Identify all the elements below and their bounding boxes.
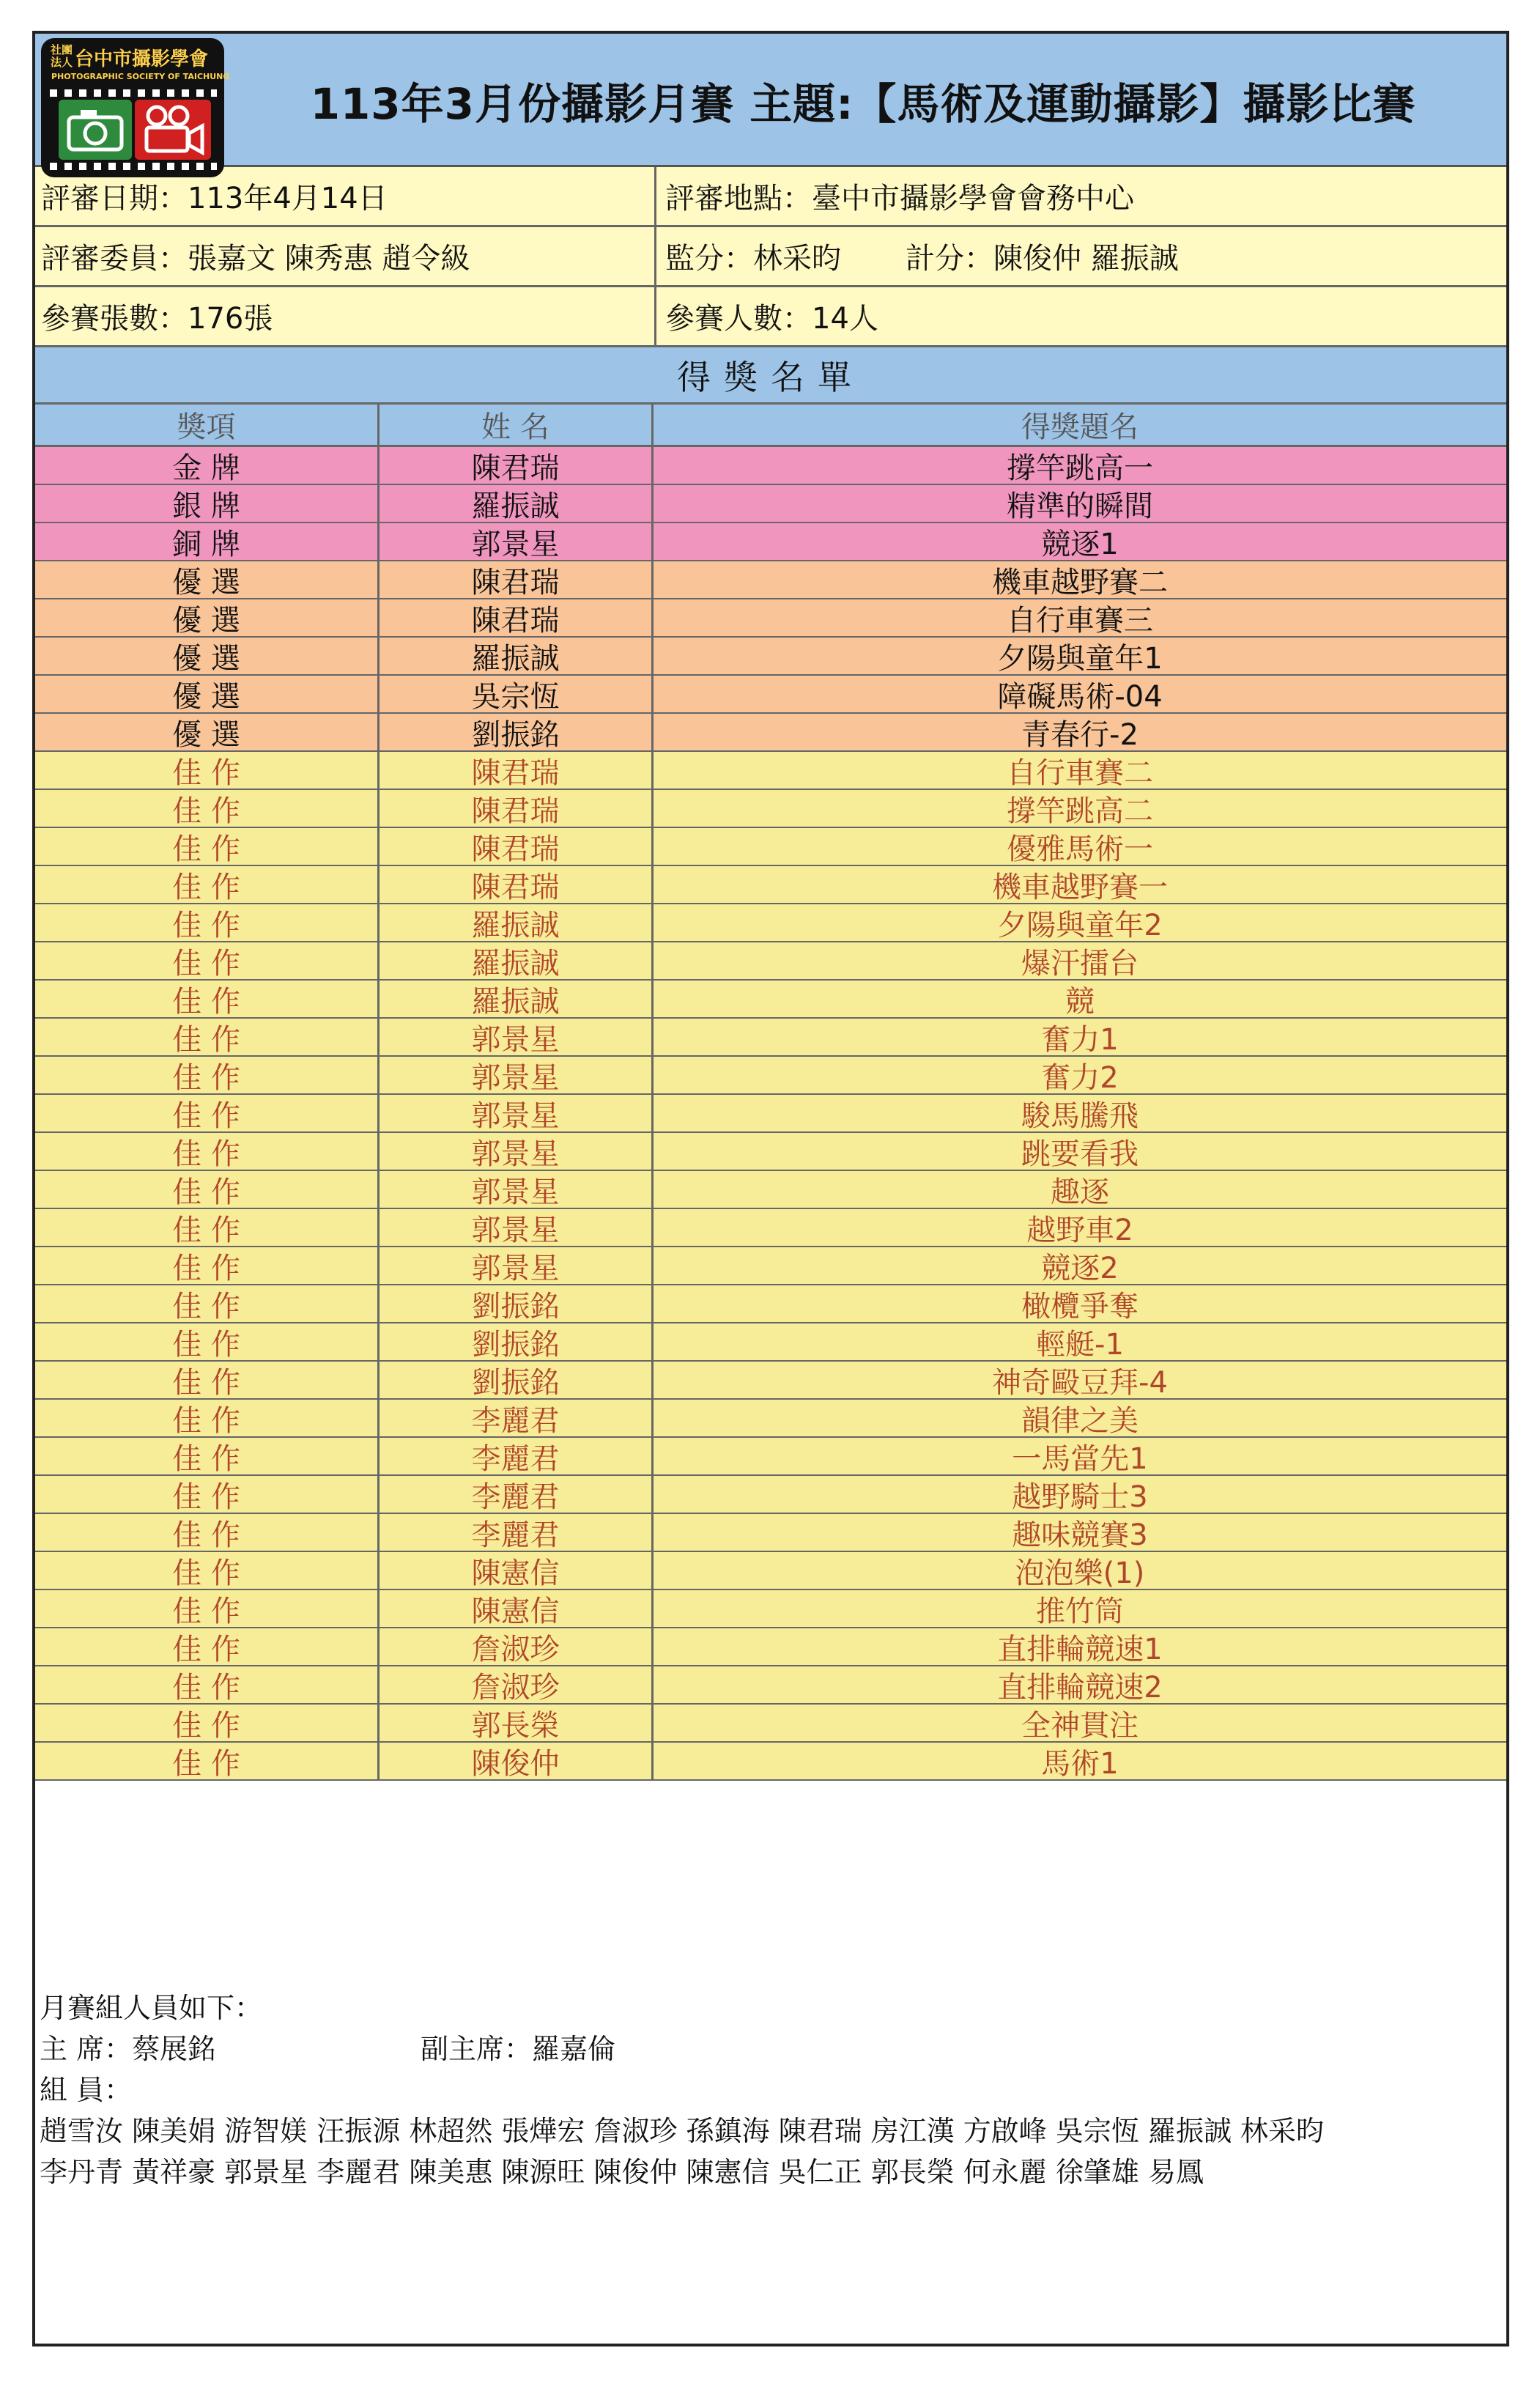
title-cell: 輕艇-1 — [1036, 1327, 1124, 1362]
title-cell: 趣味競賽3 — [1012, 1518, 1148, 1552]
award-table — [35, 447, 1506, 1781]
title-cell: 優雅馬術一 — [1007, 832, 1153, 866]
name-cell: 羅振誠 — [380, 942, 654, 979]
table-row — [35, 523, 1506, 561]
staff-heading: 月賽組人員如下： — [40, 1992, 263, 2024]
name-cell: 詹淑珍 — [380, 1628, 654, 1665]
title-cell: 一馬當先1 — [1012, 1441, 1148, 1476]
award-cell: 佳 作 — [35, 1057, 380, 1093]
logo-org-en: PHOTOGRAPHIC SOCIETY OF TAICHUNG — [51, 72, 230, 81]
table-row — [35, 1285, 1506, 1323]
table-row — [35, 1476, 1506, 1514]
table-row — [35, 638, 1506, 676]
title-cell: 直排輪競速2 — [997, 1670, 1163, 1705]
award-cell: 優 選 — [35, 676, 380, 712]
entry-count: 參賽張數：176張 — [35, 287, 656, 345]
award-cell: 佳 作 — [35, 981, 380, 1017]
name-cell: 陳君瑞 — [380, 561, 654, 598]
name-cell: 陳憲信 — [380, 1590, 654, 1627]
society-logo — [41, 38, 230, 177]
name-cell: 郭景星 — [380, 1057, 654, 1093]
name-cell: 陳君瑞 — [380, 790, 654, 827]
award-cell: 銅 牌 — [35, 523, 380, 560]
award-cell: 佳 作 — [35, 1590, 380, 1627]
staff-members-label: 組 員： — [40, 2074, 133, 2106]
award-cell: 銀 牌 — [35, 485, 380, 522]
title-cell: 自行車賽三 — [1007, 603, 1153, 638]
col-award: 獎項 — [35, 405, 380, 445]
staff-section — [40, 1987, 1498, 2193]
award-cell: 佳 作 — [35, 1552, 380, 1589]
table-row — [35, 1057, 1506, 1095]
table-row — [35, 1362, 1506, 1400]
participant-count: 參賽人數：14人 — [665, 302, 878, 336]
info-row-date-place — [35, 167, 1506, 227]
award-cell: 佳 作 — [35, 1209, 380, 1246]
judges: 評審委員：張嘉文 陳秀惠 趙令級 — [35, 227, 656, 285]
staff-chair-line — [40, 2028, 1498, 2069]
table-row — [35, 790, 1506, 828]
award-cell: 佳 作 — [35, 1247, 380, 1284]
name-cell: 吳宗恆 — [380, 676, 654, 712]
title-cell: 越野車2 — [1026, 1213, 1133, 1247]
award-cell: 優 選 — [35, 714, 380, 750]
table-row — [35, 1171, 1506, 1209]
name-cell: 陳憲信 — [380, 1552, 654, 1589]
judge-place: 評審地點：臺中市攝影學會會務中心 — [665, 182, 1134, 215]
title-cell: 競 — [1065, 984, 1095, 1019]
table-row — [35, 1628, 1506, 1666]
name-cell: 郭長榮 — [380, 1705, 654, 1741]
name-cell: 李麗君 — [380, 1438, 654, 1474]
title-cell: 機車越野賽二 — [992, 565, 1168, 599]
name-cell: 郭景星 — [380, 1019, 654, 1055]
name-cell: 羅振誠 — [380, 638, 654, 674]
title-cell: 推竹筒 — [1036, 1594, 1124, 1628]
title-cell: 競逐2 — [1041, 1251, 1119, 1285]
title-cell: 泡泡樂(1) — [1015, 1556, 1145, 1590]
award-cell: 佳 作 — [35, 828, 380, 865]
table-row — [35, 714, 1506, 752]
name-cell: 劉振銘 — [380, 1323, 654, 1360]
title-cell: 跳要看我 — [1021, 1137, 1139, 1171]
award-cell: 佳 作 — [35, 752, 380, 789]
award-cell: 佳 作 — [35, 942, 380, 979]
info-row-judges — [35, 227, 1506, 287]
supervisor: 監分：林采昀 — [665, 242, 841, 276]
award-cell: 佳 作 — [35, 1133, 380, 1170]
name-cell: 陳君瑞 — [380, 828, 654, 865]
table-row — [35, 828, 1506, 866]
title-cell: 爆汗擂台 — [1021, 946, 1139, 981]
name-cell: 郭景星 — [380, 1209, 654, 1246]
table-row — [35, 1019, 1506, 1057]
title-cell: 橄欖爭奪 — [1021, 1289, 1139, 1323]
title-cell: 機車越野賽一 — [992, 870, 1168, 904]
table-row — [35, 1552, 1506, 1590]
table-row — [35, 447, 1506, 485]
name-cell: 羅振誠 — [380, 485, 654, 522]
award-cell: 佳 作 — [35, 1019, 380, 1055]
title-cell: 精準的瞬間 — [1007, 489, 1153, 523]
title-cell: 青春行-2 — [1021, 717, 1139, 752]
award-cell: 佳 作 — [35, 866, 380, 903]
camera-icon — [59, 100, 132, 160]
name-cell: 李麗君 — [380, 1476, 654, 1513]
col-name: 姓 名 — [380, 405, 654, 445]
title-cell: 韻律之美 — [1021, 1403, 1139, 1438]
staff-members-line1: 趙雪汝 陳美娟 游智媄 汪振源 林超然 張燁宏 詹淑珍 孫鎮海 陳君瑞 房江漢 方啟峰 吳宗恆 羅振誠 林采昀 — [40, 2115, 1325, 2147]
name-cell: 羅振誠 — [380, 904, 654, 941]
table-row — [35, 1590, 1506, 1628]
table-row — [35, 904, 1506, 942]
name-cell: 陳俊仲 — [380, 1743, 654, 1779]
name-cell: 羅振誠 — [380, 981, 654, 1017]
header-bar — [35, 34, 1506, 167]
table-row — [35, 561, 1506, 599]
name-cell: 李麗君 — [380, 1400, 654, 1436]
judge-date: 評審日期：113年4月14日 — [35, 167, 656, 225]
table-row — [35, 981, 1506, 1019]
title-cell: 奮力2 — [1041, 1060, 1119, 1095]
name-cell: 李麗君 — [380, 1514, 654, 1551]
staff-chair: 主 席：蔡展銘 — [40, 2033, 216, 2065]
supervisor-scorer — [656, 227, 1506, 285]
table-row — [35, 485, 1506, 523]
table-row — [35, 1438, 1506, 1476]
award-list-banner: 得獎名單 — [35, 347, 1506, 405]
name-cell: 劉振銘 — [380, 714, 654, 750]
award-cell: 佳 作 — [35, 1362, 380, 1398]
title-cell: 自行車賽二 — [1007, 756, 1153, 790]
award-sheet — [32, 31, 1509, 2346]
table-row — [35, 676, 1506, 714]
title-cell: 馬術1 — [1041, 1746, 1119, 1781]
col-title: 得獎題名 — [1021, 410, 1139, 444]
name-cell: 郭景星 — [380, 1171, 654, 1208]
logo-org-small: 社團法人 — [50, 43, 73, 69]
award-cell: 優 選 — [35, 638, 380, 674]
title-cell: 全神貫注 — [1021, 1708, 1139, 1743]
name-cell: 郭景星 — [380, 1095, 654, 1131]
award-cell: 佳 作 — [35, 1438, 380, 1474]
award-cell: 佳 作 — [35, 1476, 380, 1513]
table-row — [35, 1400, 1506, 1438]
table-row — [35, 866, 1506, 904]
title-cell: 神奇毆豆拜-4 — [992, 1365, 1168, 1400]
title-cell: 撐竿跳高一 — [1007, 451, 1153, 485]
logo-org-name: 台中市攝影學會 — [75, 48, 209, 70]
table-row — [35, 1705, 1506, 1743]
award-cell: 佳 作 — [35, 1171, 380, 1208]
scorer: 計分：陳俊仲 羅振誠 — [906, 242, 1179, 276]
title-cell: 駿馬騰飛 — [1021, 1099, 1139, 1133]
name-cell: 郭景星 — [380, 523, 654, 560]
name-cell: 劉振銘 — [380, 1362, 654, 1398]
table-row — [35, 1247, 1506, 1285]
film-holes-top — [50, 89, 217, 97]
table-row — [35, 1743, 1506, 1781]
name-cell: 詹淑珍 — [380, 1666, 654, 1703]
name-cell: 郭景星 — [380, 1247, 654, 1284]
title-cell: 奮力1 — [1041, 1022, 1119, 1057]
award-cell: 優 選 — [35, 599, 380, 636]
award-cell: 佳 作 — [35, 1666, 380, 1703]
title-cell: 夕陽與童年1 — [997, 641, 1163, 676]
award-cell: 佳 作 — [35, 1323, 380, 1360]
table-row — [35, 1095, 1506, 1133]
award-cell: 佳 作 — [35, 790, 380, 827]
table-row — [35, 1133, 1506, 1171]
title-cell: 競逐1 — [1041, 527, 1119, 561]
award-cell: 佳 作 — [35, 1400, 380, 1436]
table-row — [35, 752, 1506, 790]
name-cell: 陳君瑞 — [380, 447, 654, 484]
name-cell: 劉振銘 — [380, 1285, 654, 1322]
table-row — [35, 1514, 1506, 1552]
award-cell: 佳 作 — [35, 1628, 380, 1665]
film-holes-bottom — [50, 163, 217, 170]
table-row — [35, 1666, 1506, 1705]
title-cell: 直排輪競速1 — [997, 1632, 1163, 1666]
staff-members-line2: 李丹青 黃祥豪 郭景星 李麗君 陳美惠 陳源旺 陳俊仲 陳憲信 吳仁正 郭長榮 何永麗 徐肇雄 易鳳 — [40, 2156, 1204, 2188]
table-header — [35, 405, 1506, 447]
name-cell: 郭景星 — [380, 1133, 654, 1170]
info-row-counts — [35, 287, 1506, 347]
award-cell: 佳 作 — [35, 1743, 380, 1779]
title-cell: 障礙馬術-04 — [997, 679, 1163, 714]
staff-vice-chair: 副主席：羅嘉倫 — [421, 2033, 616, 2065]
table-row — [35, 942, 1506, 981]
award-cell: 佳 作 — [35, 1285, 380, 1322]
name-cell: 陳君瑞 — [380, 599, 654, 636]
award-cell: 優 選 — [35, 561, 380, 598]
title-cell: 夕陽與童年2 — [997, 908, 1163, 942]
table-row — [35, 1323, 1506, 1362]
name-cell: 陳君瑞 — [380, 752, 654, 789]
title-cell: 趣逐 — [1051, 1175, 1109, 1209]
award-cell: 佳 作 — [35, 1095, 380, 1131]
award-cell: 佳 作 — [35, 904, 380, 941]
award-cell: 佳 作 — [35, 1514, 380, 1551]
award-cell: 佳 作 — [35, 1705, 380, 1741]
title-cell: 越野騎士3 — [1012, 1480, 1148, 1514]
title-cell: 撐竿跳高二 — [1007, 794, 1153, 828]
name-cell: 陳君瑞 — [380, 866, 654, 903]
table-row — [35, 1209, 1506, 1247]
page-title: 113年3月份攝影月賽 主題:【馬術及運動攝影】攝影比賽 — [310, 79, 1416, 129]
table-row — [35, 599, 1506, 638]
award-cell: 金 牌 — [35, 447, 380, 484]
video-camera-icon — [135, 100, 211, 160]
